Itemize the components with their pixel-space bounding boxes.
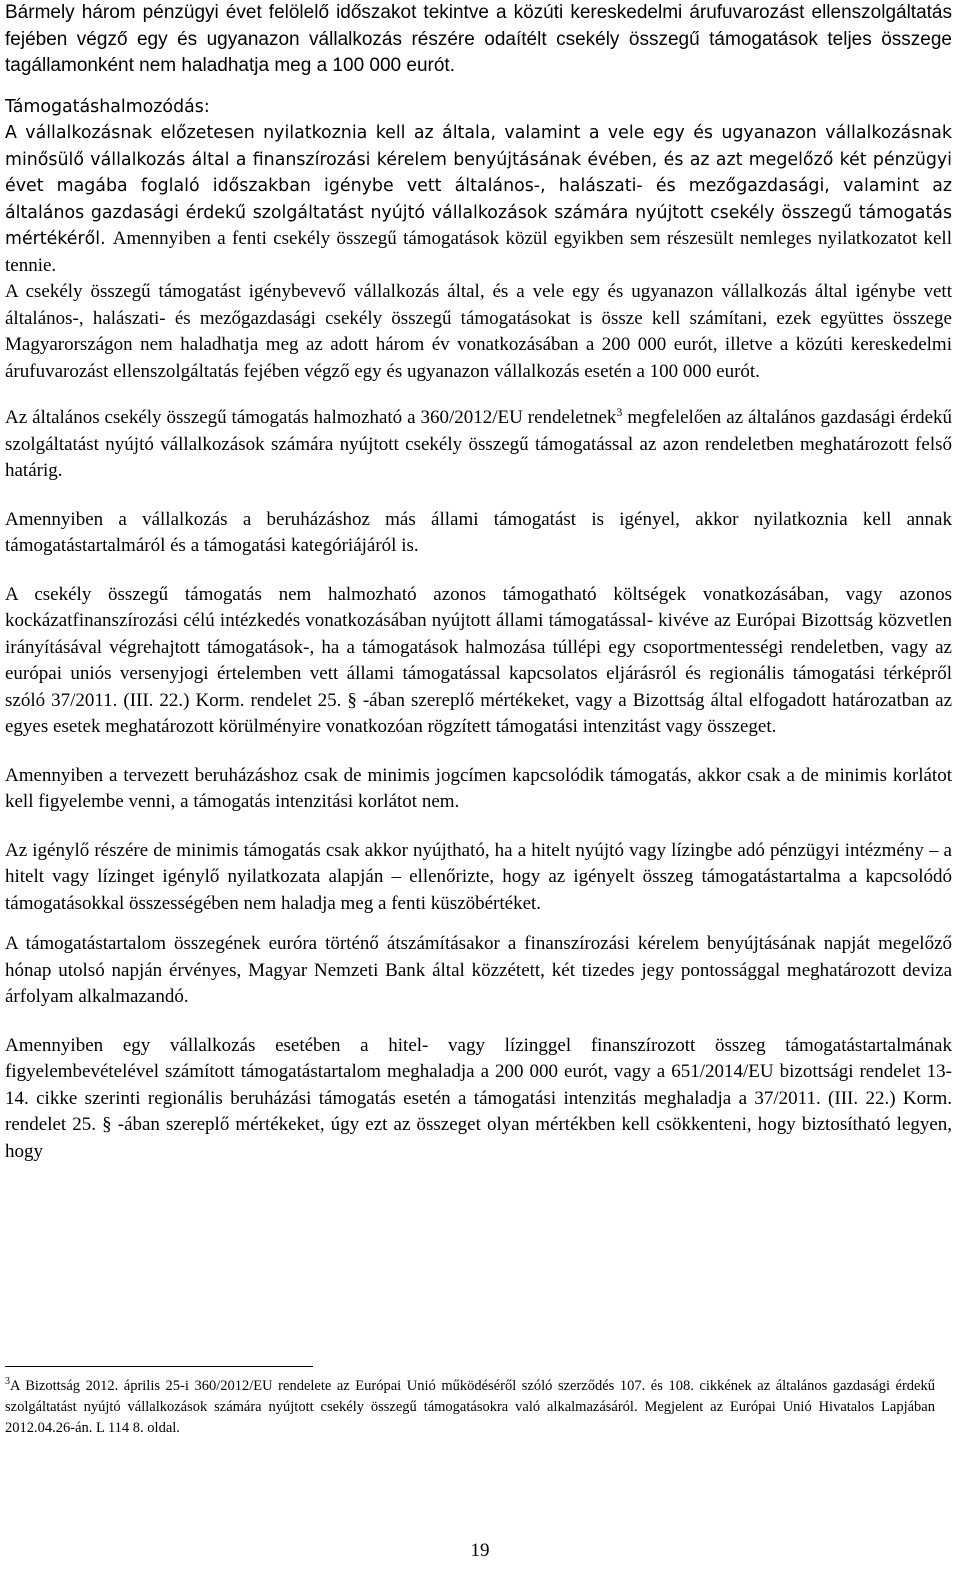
paragraph-other-state-aid: Amennyiben a vállalkozás a beruházáshoz más állami támogatást is igényel, akkor nyilatkoznia kell annak támogatástartalmáról és a támogatási kategóriájáról is. [5,508,952,556]
paragraph-reduction: Amennyiben egy vállalkozás esetében a hitel- vagy lízinggel finanszírozott összeg támogatástartalmának figyelembevételével számított támogatástartalom meghaladja a 200 000 eurót, vagy a 651/2014/EU bizottsági rendelet 13-14. cikke szerinti regionális beruházási támogatás esetén a támogatási intenzitás meghaladja a 37/2011. (III. 22.) Korm. rendelet 25. § -ában szereplő mértékeket, úgy ezt az összeget olyan mértékben kell csökkenteni, hogy biztosítható legyen, hogy [5,1034,952,1162]
paragraph-summation: A csekély összegű támogatást igénybevevő vállalkozás által, és a vele egy és ugyanazon vállalkozás által igénybe vett általános-, halászati- és mezőgazdasági csekély összegű támogatásokat is össze kell számítani, ezek együttes összege Magyarországon nem haladhatja meg az adott három év vonatkozásában a 200 000 eurót, illetve a közúti kereskedelmi árufuvarozást ellenszolgáltatás fejében végző egy és ugyanazon vállalkozás esetén a 100 000 eurót. [5,281,952,382]
paragraph-freight-limit: Bármely három pénzügyi évet felölelő időszakot tekintve a közúti kereskedelmi árufuvarozást ellenszolgáltatás fejében végző egy és ugyanazon vállalkozás részére odaítélt csekély összegű támogatások teljes összege tagállamonként nem haladhatja meg a 100 000 eurót. [5,2,952,76]
footnote-marker: 3 [5,1376,10,1387]
section-heading-aid-cumulation: Támogatáshalmozódás: [5,96,210,117]
cumulation-text-a: Az általános csekély összegű támogatás halmozható a 360/2012/EU rendeletnek [5,407,617,428]
paragraph-de-minimis-only: Amennyiben a tervezett beruházáshoz csak de minimis jogcímen kapcsolódik támogatás, akkor csak a de minimis korlátot kell figyelembe venni, a támogatás intenzitási korlátot nem. [5,764,952,812]
paragraph-threshold-check: Az igénylő részére de minimis támogatás csak akkor nyújtható, ha a hitelt nyújtó vagy lízingbe adó pénzügyi intézmény – a hitelt vagy lízinget igénylő nyilatkozata alapján – ellenőrizte, hogy az igényelt összeg támogatástartalma a kapcsolódó támogatásokkal összességében nem haladja meg a fenti küszöbértéket. [5,839,952,914]
paragraph-declaration [5,120,952,279]
declaration-text: A vállalkozásnak előzetesen nyilatkoznia kell az általa, valamint a vele egy és ugyanazon vállalkozásnak minősülő vállalkozás által a finanszírozási kérelem benyújtásának évében, és az azt megelőző két pénzügyi évet magába foglaló időszakban igénybe vett általános-, halászati- és mezőgazdasági, valamint az általános gazdasági érdekű szolgáltatást nyújtó vállalkozások számára nyújtott csekély összegű támogatás mértékéről. [5,123,952,249]
document-body [5,0,952,1165]
paragraph-euro-conversion: A támogatástartalom összegének euróra történő átszámításakor a finanszírozási kérelem benyújtásának napját megelőző hónap utolsó napján érvényes, Magyar Nemzeti Bank által közzétett, két tizedes jegy pontossággal meghatározott deviza árfolyam alkalmazandó. [5,933,952,1007]
paragraph-cumulation-360-2012 [5,405,952,485]
declaration-negative-text: Amennyiben a fenti csekély összegű támogatások közül egyikben sem részesült nemleges nyilatkozatot kell tennie. [5,228,952,276]
cumulation-text-b: megfelelően az általános gazdasági érdekű szolgáltatást nyújtó vállalkozások számára nyújtott csekély összegű támogatással az azon rendeletben meghatározott felső határig. [5,407,952,481]
page-number: 19 [470,1540,490,1561]
footnote-text: A Bizottság 2012. április 25-i 360/2012/EU rendelete az Európai Unió működéséről szóló szerződés 107. és 108. cikkének az általános gazdasági érdekű szolgáltatást nyújtó vállalkozások számára nyújtott csekély összegű támogatásokra való alkalmazásáról. Megjelent az Európai Unió Hivatalos Lapjában 2012.04.26-án. L 114 8. oldal. [5,1378,935,1436]
paragraph-non-cumulation: A csekély összegű támogatás nem halmozható azonos támogatható költségek vonatkozásában, vagy azonos kockázatfinanszírozási célú intézkedés vonatkozásában nyújtott állami támogatással- kivéve az Európai Bizottság közvetlen irányításával végrehajtott támogatások-, ha a támogatások halmozása túllépi egy csoportmentességi rendeletben, vagy az európai uniós versenyjogi értelemben vett állami támogatással kapcsolatos eljárásról és regionális támogatási térképről szóló 37/2011. (III. 22.) Korm. rendelet 25. § -ában szereplő mértékeket, vagy a Bizottság által elfogadott határozatban az egyes esetek meghatározott körülményire vonatkozóan rögzített támogatási intenzitást vagy összeget. [5,583,952,737]
footnote-reference: 3 [616,405,623,419]
footnote-separator [5,1366,313,1367]
footnote [5,1376,935,1439]
